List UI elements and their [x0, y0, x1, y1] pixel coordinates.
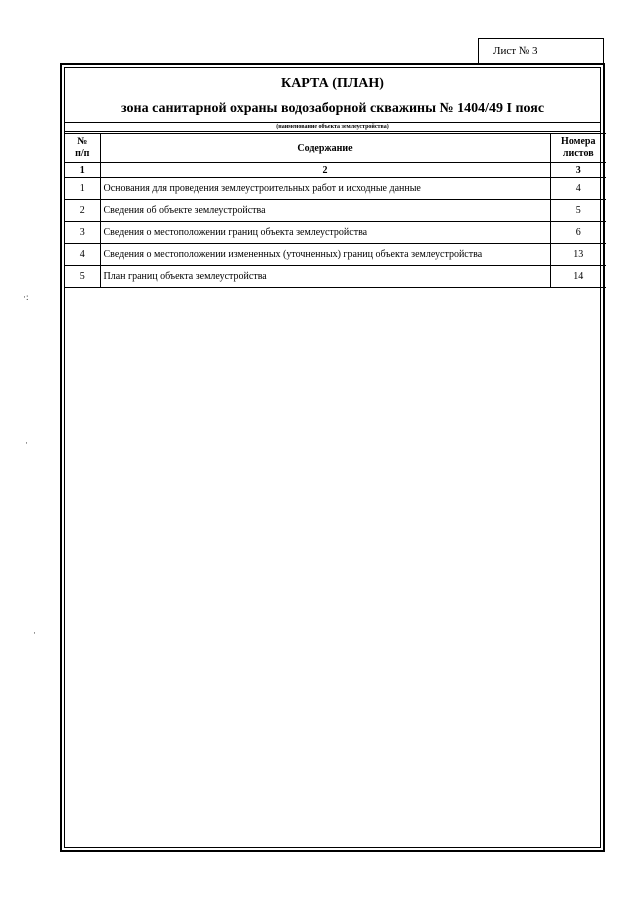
header-pages-line2: листов: [562, 148, 594, 159]
column-index-cell: 2: [100, 163, 550, 178]
row-pages: 5: [550, 200, 606, 222]
header-pages-line1: Номера: [561, 136, 596, 147]
row-content: План границ объекта землеустройства: [100, 266, 550, 288]
table-top-rule: [65, 131, 600, 132]
sheet-number-label: Лист № 3: [478, 38, 604, 63]
row-number: 1: [65, 178, 100, 200]
row-content: Сведения о местоположении границ объекта землеустройства: [100, 222, 550, 244]
header-pages: [550, 134, 606, 163]
table-row: [65, 200, 606, 222]
table-row: [65, 178, 606, 200]
row-pages: 13: [550, 244, 606, 266]
margin-mark: ·: [25, 438, 28, 448]
contents-table: [65, 133, 606, 288]
document-frame: [60, 63, 605, 852]
column-index-cell: 1: [65, 163, 100, 178]
table-header-row: [65, 134, 606, 163]
row-pages: 4: [550, 178, 606, 200]
row-content: Сведения об объекте землеустройства: [100, 200, 550, 222]
row-content: Основания для проведения землеустроительных работ и исходные данные: [100, 178, 550, 200]
row-number: 5: [65, 266, 100, 288]
row-content: Сведения о местоположении измененных (уточненных) границ объекта землеустройства: [100, 244, 550, 266]
row-pages: 6: [550, 222, 606, 244]
row-number: 3: [65, 222, 100, 244]
document-subtitle: зона санитарной охраны водозаборной скважины № 1404/49 I пояс: [120, 101, 545, 116]
table-row: [65, 244, 606, 266]
margin-mark: ·: [33, 628, 36, 638]
margin-mark: ·:: [23, 292, 29, 302]
object-name-caption: (наименование объекта землеустройства): [276, 124, 389, 130]
table-row: [65, 266, 606, 288]
row-number: 4: [65, 244, 100, 266]
header-number-line1: №: [77, 136, 88, 147]
column-index-cell: 3: [550, 163, 606, 178]
row-number: 2: [65, 200, 100, 222]
table-row: [65, 222, 606, 244]
column-index-row: [65, 163, 606, 178]
document-frame-inner: [64, 67, 601, 848]
document-title: КАРТА (ПЛАН): [281, 76, 384, 91]
header-content: Содержание: [100, 134, 550, 163]
row-pages: 14: [550, 266, 606, 288]
header-number-line2: п/п: [75, 148, 90, 159]
header-number: [65, 134, 100, 163]
